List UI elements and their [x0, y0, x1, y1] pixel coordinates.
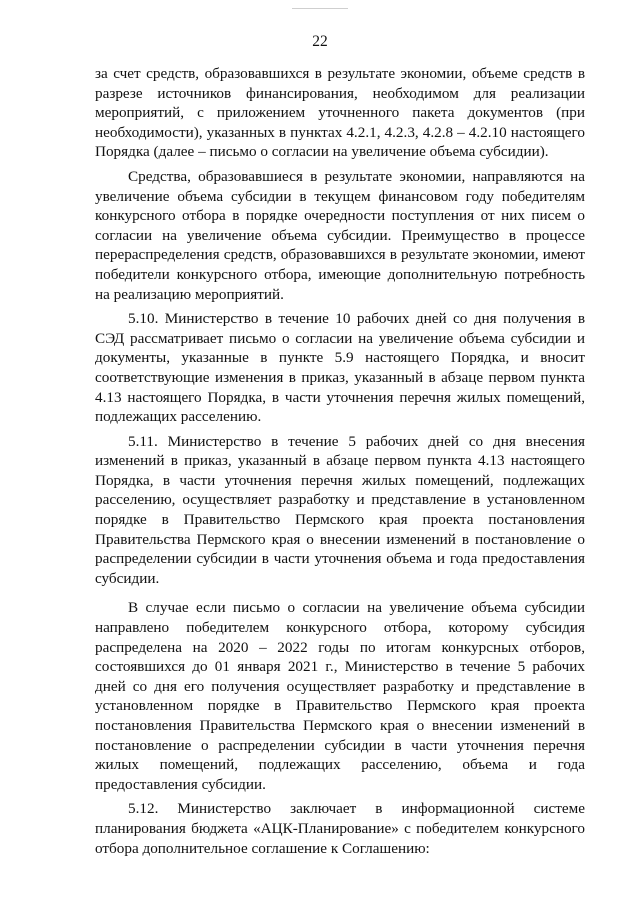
page-number: 22 [312, 33, 328, 50]
paragraph-special-case: В случае если письмо о согласии на увеличение объема субсидии направлено победителем конкурсного отбора, которому субсидия распределена на 2020 – 2022 годы по итогам конкурсных отборов, состоявшихся до 01 января 2021 г., Министерство в течение 5 рабочих дней со дня его получения осуществляет разработку и представление в установленном порядке в Правительство Пермского края проекта постановления Правительства Пермского края о внесении изменений в постановление о распределении субсидии в части уточнения перечня жилых помещений, подлежащих расселению, объема и года предоставления субсидии. [95, 599, 585, 793]
paragraph-5-11: 5.11. Министерство в течение 5 рабочих дней со дня внесения изменений в приказ, указанный в абзаце первом пункта 4.13 настоящего Порядка, в части уточнения перечня жилых помещений, подлежащих расселению, осуществляет разработку и представление в установленном порядке в Правительство Пермского края проекта постановления Правительства Пермского края о внесении изменений в постановление о распределении субсидии в части уточнения объема и года предоставления субсидии. [95, 432, 585, 587]
paragraph-continuation: за счет средств, образовавшихся в результате экономии, объеме средств в разрезе источников финансирования, необходимом для реализации мероприятий, с приложением уточненного пакета документов (при необходимости), указанных в пунктах 4.2.1, 4.2.3, 4.2.8 – 4.2.10 настоящего Порядка (далее – письмо о согласии на увеличение объема субсидии). [95, 65, 585, 161]
document-body [95, 64, 585, 858]
paragraph-5-10: 5.10. Министерство в течение 10 рабочих дней со дня получения в СЭД рассматривает письмо о согласии на увеличение объема субсидии и документы, указанные в пункте 5.9 настоящего Порядка, и вносит соответствующие изменения в приказ, указанный в абзаце первом пункта 4.13 настоящего Порядка, в части уточнения перечня жилых помещений, подлежащих расселению. [95, 310, 585, 426]
paragraph-5-12: 5.12. Министерство заключает в информационной системе планирования бюджета «АЦК-Планирование» с победителем конкурсного отбора дополнительное соглашение к Соглашению: [95, 800, 585, 857]
paragraph-savings: Средства, образовавшиеся в результате экономии, направляются на увеличение объема субсидии в текущем финансовом году победителям конкурсного отбора в порядке очередности поступления от них писем о согласии на увеличение объема субсидии. Преимущество в процессе перераспределения средств, образовавшихся в результате экономии, имеют победители конкурсного отбора, имеющие дополнительную потребность на реализацию мероприятий. [95, 167, 585, 303]
scan-edge-mark [292, 8, 348, 9]
